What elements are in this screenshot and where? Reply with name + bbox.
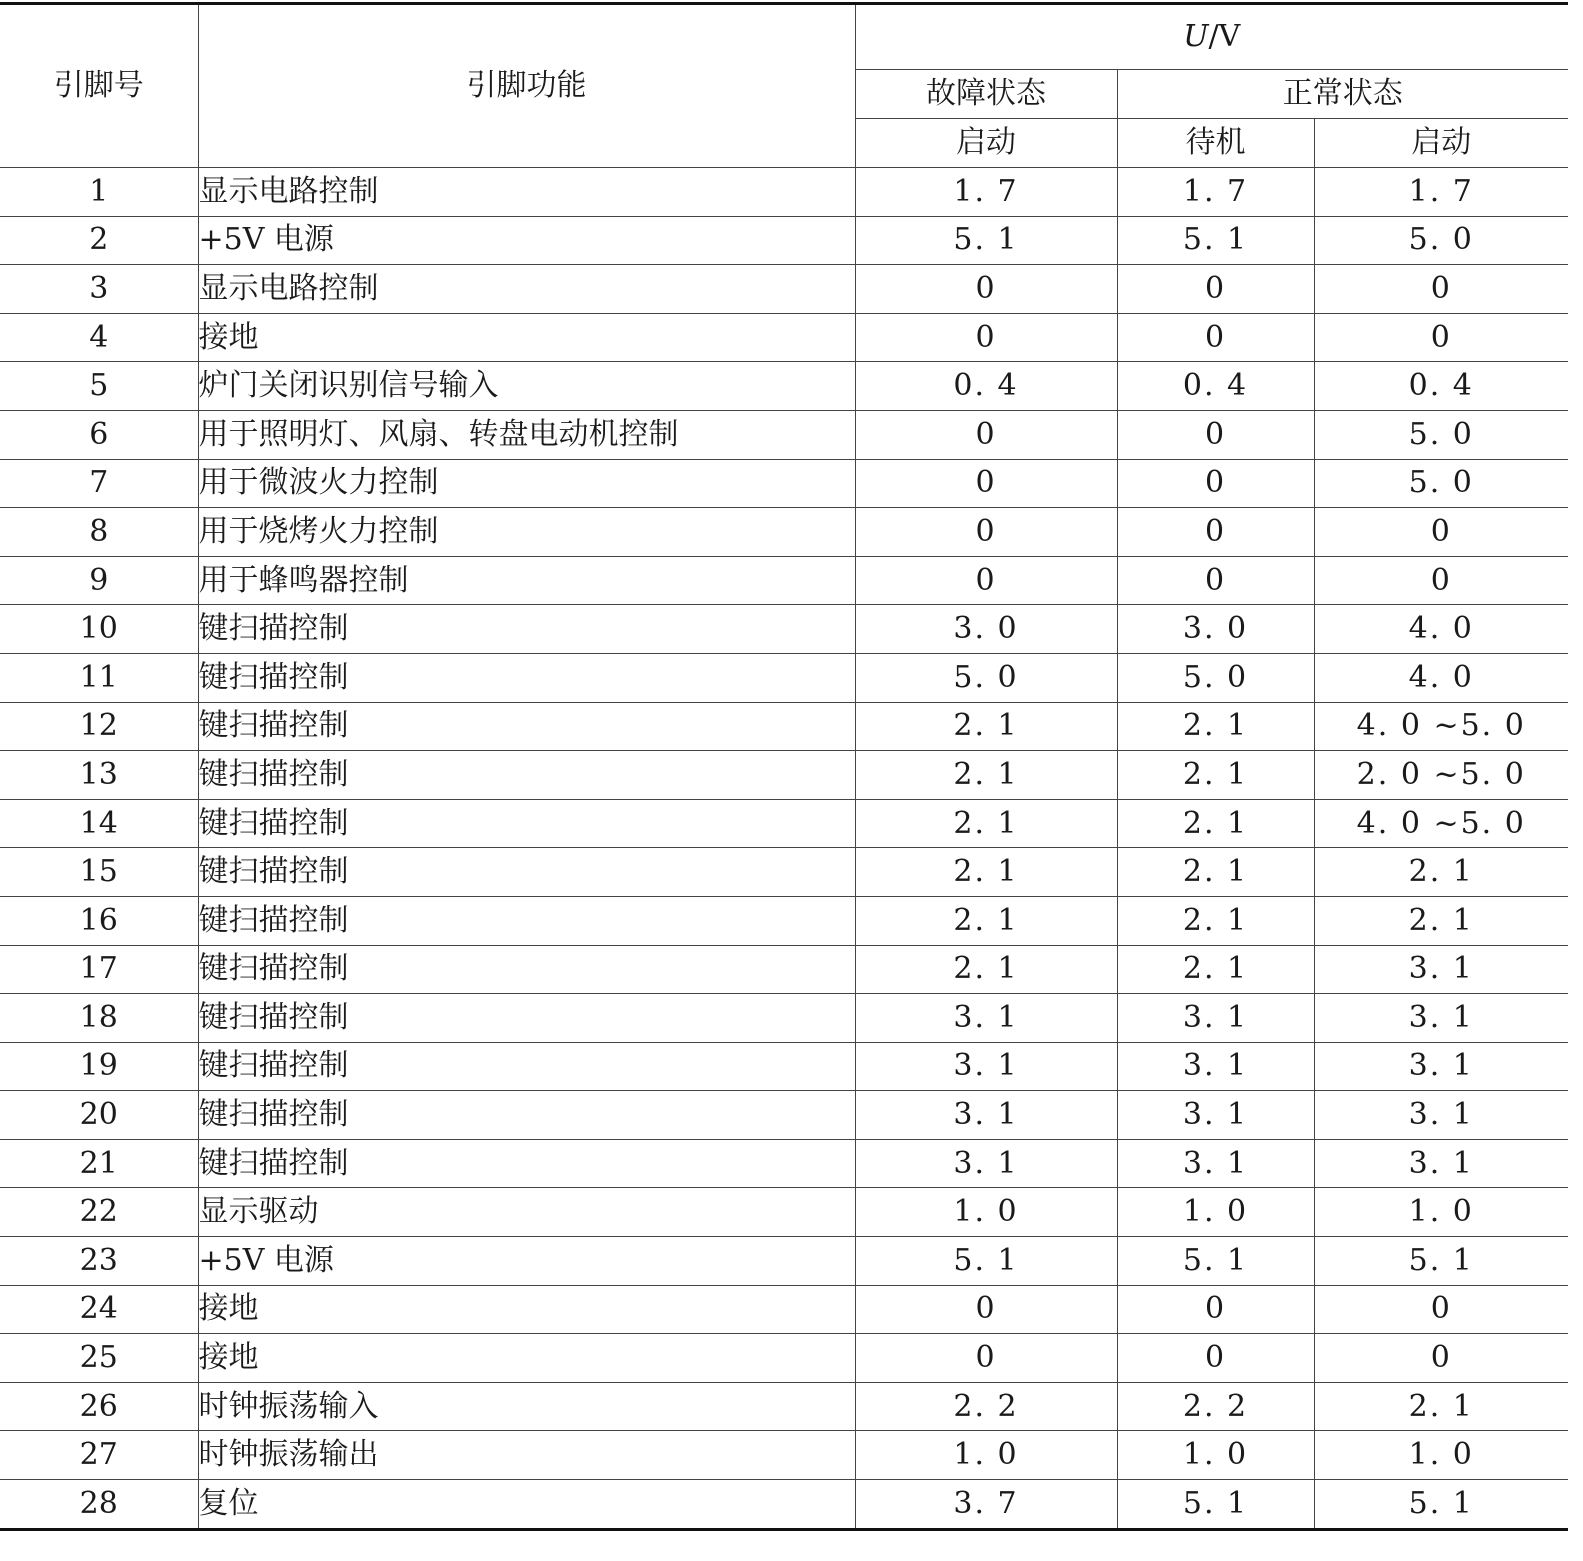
cell-function: 用于照明灯、风扇、转盘电动机控制 bbox=[198, 410, 855, 459]
header-pin: 引脚号 bbox=[0, 4, 198, 168]
table-row bbox=[0, 1285, 1568, 1334]
cell-pin: 27 bbox=[0, 1431, 198, 1480]
table-row bbox=[0, 1091, 1568, 1140]
cell-fault-start: 5. 0 bbox=[855, 653, 1117, 702]
header-function: 引脚功能 bbox=[198, 4, 855, 168]
cell-normal-start: 4. 0 bbox=[1314, 605, 1568, 654]
table-row bbox=[0, 459, 1568, 508]
cell-fault-start: 0 bbox=[855, 410, 1117, 459]
cell-normal-start: 1. 0 bbox=[1314, 1431, 1568, 1480]
cell-normal-start: 3. 1 bbox=[1314, 1091, 1568, 1140]
table-row bbox=[0, 1042, 1568, 1091]
cell-pin: 8 bbox=[0, 508, 198, 557]
cell-normal-standby: 0. 4 bbox=[1117, 362, 1314, 411]
cell-normal-standby: 3. 0 bbox=[1117, 605, 1314, 654]
cell-fault-start: 0 bbox=[855, 459, 1117, 508]
cell-pin: 21 bbox=[0, 1139, 198, 1188]
table-row bbox=[0, 1431, 1568, 1480]
cell-normal-standby: 0 bbox=[1117, 1285, 1314, 1334]
cell-fault-start: 0 bbox=[855, 556, 1117, 605]
cell-normal-standby: 2. 1 bbox=[1117, 896, 1314, 945]
table-row bbox=[0, 702, 1568, 751]
cell-pin: 15 bbox=[0, 848, 198, 897]
cell-normal-standby: 0 bbox=[1117, 459, 1314, 508]
cell-normal-start: 0 bbox=[1314, 508, 1568, 557]
cell-normal-standby: 2. 2 bbox=[1117, 1382, 1314, 1431]
cell-function: 时钟振荡输出 bbox=[198, 1431, 855, 1480]
cell-function: 接地 bbox=[198, 1334, 855, 1383]
cell-function: 键扫描控制 bbox=[198, 799, 855, 848]
cell-function: 炉门关闭识别信号输入 bbox=[198, 362, 855, 411]
header-normal-state: 正常状态 bbox=[1117, 70, 1568, 119]
table-row bbox=[0, 1188, 1568, 1237]
cell-normal-start: 2. 1 bbox=[1314, 896, 1568, 945]
cell-function: 键扫描控制 bbox=[198, 945, 855, 994]
cell-pin: 24 bbox=[0, 1285, 198, 1334]
cell-pin: 5 bbox=[0, 362, 198, 411]
cell-function: 键扫描控制 bbox=[198, 653, 855, 702]
cell-pin: 23 bbox=[0, 1237, 198, 1286]
cell-function: +5V 电源 bbox=[198, 216, 855, 265]
cell-normal-start: 0 bbox=[1314, 1334, 1568, 1383]
cell-function: 键扫描控制 bbox=[198, 605, 855, 654]
cell-fault-start: 0 bbox=[855, 508, 1117, 557]
cell-normal-standby: 0 bbox=[1117, 556, 1314, 605]
cell-pin: 14 bbox=[0, 799, 198, 848]
cell-pin: 13 bbox=[0, 751, 198, 800]
header-voltage-unit bbox=[855, 4, 1568, 70]
unit-symbol: U bbox=[1183, 19, 1209, 54]
cell-function: 接地 bbox=[198, 1285, 855, 1334]
table-row bbox=[0, 168, 1568, 217]
cell-fault-start: 0 bbox=[855, 1334, 1117, 1383]
cell-fault-start: 0. 4 bbox=[855, 362, 1117, 411]
cell-normal-standby: 1. 7 bbox=[1117, 168, 1314, 217]
cell-normal-start: 5. 0 bbox=[1314, 459, 1568, 508]
cell-normal-standby: 3. 1 bbox=[1117, 1042, 1314, 1091]
cell-fault-start: 1. 7 bbox=[855, 168, 1117, 217]
cell-function: +5V 电源 bbox=[198, 1237, 855, 1286]
cell-normal-start: 3. 1 bbox=[1314, 1042, 1568, 1091]
table-row bbox=[0, 994, 1568, 1043]
cell-normal-standby: 1. 0 bbox=[1117, 1431, 1314, 1480]
cell-function: 键扫描控制 bbox=[198, 896, 855, 945]
cell-function: 显示驱动 bbox=[198, 1188, 855, 1237]
cell-function: 键扫描控制 bbox=[198, 1139, 855, 1188]
cell-normal-start: 0 bbox=[1314, 556, 1568, 605]
table-row bbox=[0, 848, 1568, 897]
table-row bbox=[0, 313, 1568, 362]
cell-fault-start: 3. 1 bbox=[855, 1139, 1117, 1188]
table-row bbox=[0, 1334, 1568, 1383]
table-row bbox=[0, 265, 1568, 314]
cell-normal-start: 5. 0 bbox=[1314, 410, 1568, 459]
cell-pin: 2 bbox=[0, 216, 198, 265]
cell-pin: 7 bbox=[0, 459, 198, 508]
header-normal-start: 启动 bbox=[1314, 119, 1568, 168]
cell-fault-start: 2. 1 bbox=[855, 945, 1117, 994]
cell-normal-start: 0 bbox=[1314, 313, 1568, 362]
cell-pin: 12 bbox=[0, 702, 198, 751]
cell-normal-start: 0 bbox=[1314, 1285, 1568, 1334]
cell-fault-start: 3. 1 bbox=[855, 994, 1117, 1043]
cell-pin: 28 bbox=[0, 1480, 198, 1530]
cell-normal-start: 5. 1 bbox=[1314, 1480, 1568, 1530]
header-fault-state: 故障状态 bbox=[855, 70, 1117, 119]
cell-fault-start: 2. 1 bbox=[855, 702, 1117, 751]
table-header bbox=[0, 4, 1568, 168]
cell-fault-start: 1. 0 bbox=[855, 1188, 1117, 1237]
cell-pin: 25 bbox=[0, 1334, 198, 1383]
cell-function: 键扫描控制 bbox=[198, 751, 855, 800]
cell-normal-start: 5. 1 bbox=[1314, 1237, 1568, 1286]
pin-voltage-table bbox=[0, 2, 1568, 1531]
table-row bbox=[0, 945, 1568, 994]
cell-function: 显示电路控制 bbox=[198, 168, 855, 217]
cell-fault-start: 3. 7 bbox=[855, 1480, 1117, 1530]
cell-function: 键扫描控制 bbox=[198, 1091, 855, 1140]
cell-normal-standby: 0 bbox=[1117, 508, 1314, 557]
cell-pin: 20 bbox=[0, 1091, 198, 1140]
cell-function: 用于蜂鸣器控制 bbox=[198, 556, 855, 605]
cell-fault-start: 2. 1 bbox=[855, 896, 1117, 945]
cell-normal-start: 1. 7 bbox=[1314, 168, 1568, 217]
cell-normal-standby: 2. 1 bbox=[1117, 848, 1314, 897]
cell-normal-standby: 2. 1 bbox=[1117, 751, 1314, 800]
cell-normal-standby: 2. 1 bbox=[1117, 702, 1314, 751]
table-row bbox=[0, 216, 1568, 265]
cell-normal-start: 3. 1 bbox=[1314, 994, 1568, 1043]
cell-function: 键扫描控制 bbox=[198, 994, 855, 1043]
cell-function: 复位 bbox=[198, 1480, 855, 1530]
cell-pin: 3 bbox=[0, 265, 198, 314]
cell-pin: 6 bbox=[0, 410, 198, 459]
cell-normal-start: 4. 0 ~5. 0 bbox=[1314, 702, 1568, 751]
table-row bbox=[0, 1139, 1568, 1188]
cell-normal-standby: 2. 1 bbox=[1117, 799, 1314, 848]
cell-fault-start: 2. 2 bbox=[855, 1382, 1117, 1431]
cell-fault-start: 0 bbox=[855, 313, 1117, 362]
cell-pin: 1 bbox=[0, 168, 198, 217]
cell-function: 键扫描控制 bbox=[198, 848, 855, 897]
cell-normal-standby: 2. 1 bbox=[1117, 945, 1314, 994]
cell-function: 显示电路控制 bbox=[198, 265, 855, 314]
cell-pin: 18 bbox=[0, 994, 198, 1043]
cell-pin: 19 bbox=[0, 1042, 198, 1091]
cell-pin: 17 bbox=[0, 945, 198, 994]
table-row bbox=[0, 1382, 1568, 1431]
table-row bbox=[0, 556, 1568, 605]
cell-fault-start: 3. 0 bbox=[855, 605, 1117, 654]
cell-normal-start: 2. 1 bbox=[1314, 1382, 1568, 1431]
table-body bbox=[0, 168, 1568, 1530]
cell-normal-start: 2. 0 ~5. 0 bbox=[1314, 751, 1568, 800]
cell-normal-start: 0 bbox=[1314, 265, 1568, 314]
cell-function: 用于烧烤火力控制 bbox=[198, 508, 855, 557]
cell-normal-start: 3. 1 bbox=[1314, 1139, 1568, 1188]
cell-normal-standby: 0 bbox=[1117, 313, 1314, 362]
cell-pin: 9 bbox=[0, 556, 198, 605]
cell-normal-start: 4. 0 ~5. 0 bbox=[1314, 799, 1568, 848]
cell-function: 键扫描控制 bbox=[198, 702, 855, 751]
table-row bbox=[0, 751, 1568, 800]
cell-pin: 4 bbox=[0, 313, 198, 362]
table-row bbox=[0, 653, 1568, 702]
cell-fault-start: 5. 1 bbox=[855, 1237, 1117, 1286]
cell-pin: 11 bbox=[0, 653, 198, 702]
cell-fault-start: 3. 1 bbox=[855, 1091, 1117, 1140]
cell-normal-standby: 1. 0 bbox=[1117, 1188, 1314, 1237]
cell-pin: 10 bbox=[0, 605, 198, 654]
table-row bbox=[0, 799, 1568, 848]
cell-normal-standby: 5. 1 bbox=[1117, 1237, 1314, 1286]
table-row bbox=[0, 362, 1568, 411]
cell-function: 用于微波火力控制 bbox=[198, 459, 855, 508]
cell-fault-start: 5. 1 bbox=[855, 216, 1117, 265]
cell-function: 键扫描控制 bbox=[198, 1042, 855, 1091]
cell-normal-standby: 3. 1 bbox=[1117, 1139, 1314, 1188]
cell-fault-start: 3. 1 bbox=[855, 1042, 1117, 1091]
table-row bbox=[0, 605, 1568, 654]
cell-normal-standby: 5. 1 bbox=[1117, 216, 1314, 265]
cell-pin: 26 bbox=[0, 1382, 198, 1431]
cell-pin: 22 bbox=[0, 1188, 198, 1237]
cell-normal-standby: 0 bbox=[1117, 1334, 1314, 1383]
header-normal-standby: 待机 bbox=[1117, 119, 1314, 168]
table-row bbox=[0, 1237, 1568, 1286]
cell-function: 接地 bbox=[198, 313, 855, 362]
cell-normal-start: 2. 1 bbox=[1314, 848, 1568, 897]
cell-normal-standby: 0 bbox=[1117, 410, 1314, 459]
cell-fault-start: 0 bbox=[855, 265, 1117, 314]
cell-normal-standby: 3. 1 bbox=[1117, 994, 1314, 1043]
table-row bbox=[0, 896, 1568, 945]
cell-normal-start: 1. 0 bbox=[1314, 1188, 1568, 1237]
cell-normal-standby: 5. 1 bbox=[1117, 1480, 1314, 1530]
cell-normal-start: 3. 1 bbox=[1314, 945, 1568, 994]
cell-normal-start: 5. 0 bbox=[1314, 216, 1568, 265]
cell-fault-start: 2. 1 bbox=[855, 751, 1117, 800]
cell-pin: 16 bbox=[0, 896, 198, 945]
cell-normal-standby: 5. 0 bbox=[1117, 653, 1314, 702]
cell-fault-start: 2. 1 bbox=[855, 799, 1117, 848]
cell-fault-start: 0 bbox=[855, 1285, 1117, 1334]
header-fault-start: 启动 bbox=[855, 119, 1117, 168]
table-row bbox=[0, 410, 1568, 459]
cell-function: 时钟振荡输入 bbox=[198, 1382, 855, 1431]
unit-suffix: /V bbox=[1208, 19, 1241, 54]
cell-normal-start: 0. 4 bbox=[1314, 362, 1568, 411]
cell-normal-start: 4. 0 bbox=[1314, 653, 1568, 702]
cell-normal-standby: 0 bbox=[1117, 265, 1314, 314]
cell-fault-start: 2. 1 bbox=[855, 848, 1117, 897]
cell-normal-standby: 3. 1 bbox=[1117, 1091, 1314, 1140]
cell-fault-start: 1. 0 bbox=[855, 1431, 1117, 1480]
table-row bbox=[0, 508, 1568, 557]
table-row bbox=[0, 1480, 1568, 1530]
